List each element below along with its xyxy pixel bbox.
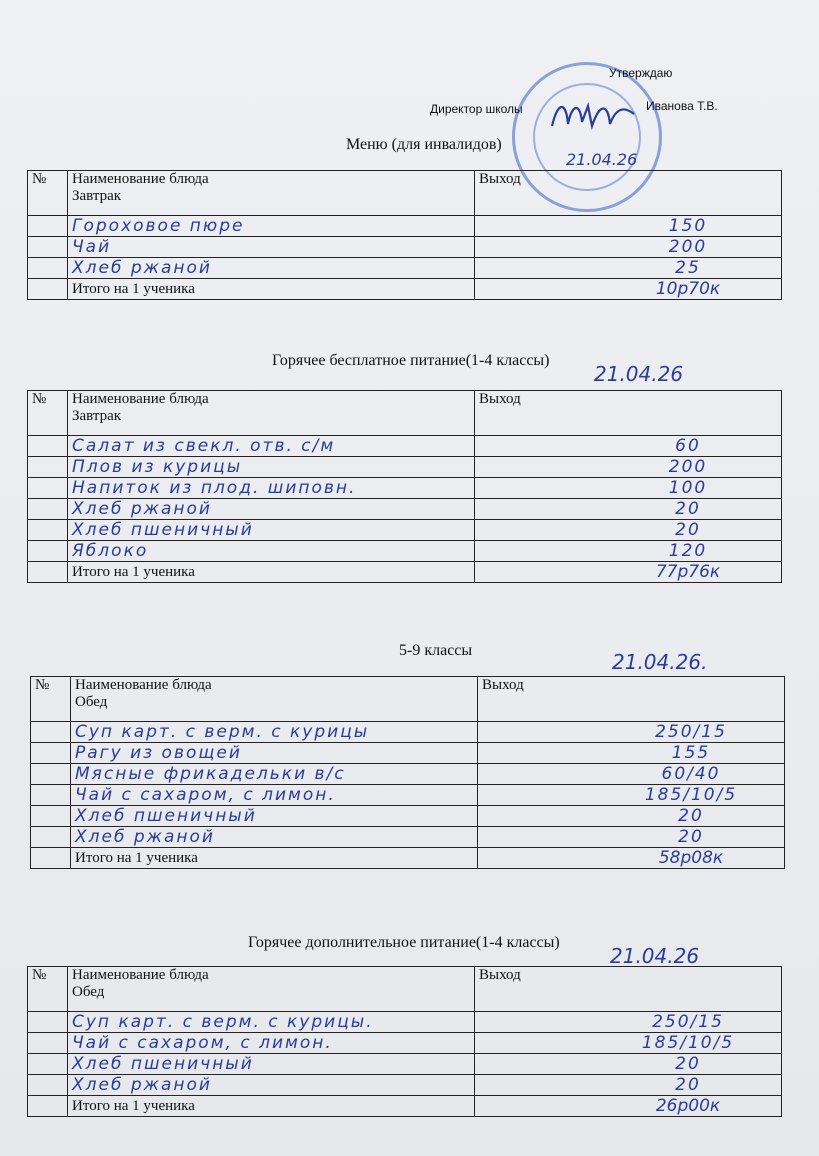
table-row <box>31 785 785 806</box>
table-row <box>31 827 785 848</box>
dish-name: Хлеб ржаной <box>71 827 478 848</box>
section-title-extra-1-4: Горячее дополнительное питание(1-4 классы) <box>248 934 560 951</box>
dish-name: Гороховое пюре <box>68 216 475 237</box>
meal-label: Обед <box>75 694 108 710</box>
dish-output: 200 <box>475 237 782 258</box>
table-row <box>28 499 782 520</box>
col-num: № <box>28 967 68 1012</box>
dish-output: 250/15 <box>478 722 785 743</box>
total-row <box>31 848 785 869</box>
dish-name: Чай <box>68 237 475 258</box>
total-value: 26р00к <box>475 1096 782 1117</box>
meal-label: Завтрак <box>72 188 122 204</box>
total-row <box>28 562 782 583</box>
table-row <box>28 457 782 478</box>
dish-output: 150 <box>475 216 782 237</box>
stamp-date: 21.04.26 <box>566 150 638 169</box>
total-value: 77р76к <box>475 562 782 583</box>
col-name <box>68 391 475 436</box>
total-label: Итого на 1 ученика <box>68 1096 475 1117</box>
meal-label: Обед <box>72 984 105 1000</box>
table-row <box>28 436 782 457</box>
dish-output: 185/10/5 <box>478 785 785 806</box>
dish-name: Хлеб пшеничный <box>68 520 475 541</box>
table-row <box>31 743 785 764</box>
meal-label: Завтрак <box>72 408 122 424</box>
col-output: Выход <box>478 677 785 722</box>
menu-table-5-9 <box>30 676 785 869</box>
section-title-disabled: Меню (для инвалидов) <box>346 136 502 153</box>
dish-output: 60/40 <box>478 764 785 785</box>
table-row <box>28 541 782 562</box>
col-name <box>68 967 475 1012</box>
dish-name: Хлеб пшеничный <box>71 806 478 827</box>
dish-name: Хлеб ржаной <box>68 499 475 520</box>
menu-table-free-1-4 <box>27 390 782 583</box>
dish-output: 185/10/5 <box>475 1033 782 1054</box>
dish-name: Салат из свекл. отв. с/м <box>68 436 475 457</box>
section-date: 21.04.26 <box>594 362 684 386</box>
dish-name: Хлеб ржаной <box>68 1075 475 1096</box>
total-label: Итого на 1 ученика <box>68 279 475 300</box>
table-row <box>31 806 785 827</box>
dish-output: 20 <box>475 1054 782 1075</box>
total-label: Итого на 1 ученика <box>71 848 478 869</box>
dish-output: 20 <box>475 520 782 541</box>
total-row <box>28 1096 782 1117</box>
table-row <box>28 1054 782 1075</box>
table-row <box>28 478 782 499</box>
table-row <box>28 1033 782 1054</box>
director-name: Иванова Т.В. <box>646 99 718 113</box>
dish-output: 20 <box>478 806 785 827</box>
col-name <box>68 171 475 216</box>
col-output: Выход <box>475 967 782 1012</box>
table-row <box>28 1075 782 1096</box>
dish-output: 100 <box>475 478 782 499</box>
table-row <box>28 216 782 237</box>
table-row <box>28 1012 782 1033</box>
col-name-label: Наименование блюда <box>72 171 209 187</box>
dish-name: Чай с сахаром, с лимон. <box>71 785 478 806</box>
table-row <box>28 237 782 258</box>
total-row <box>28 279 782 300</box>
table-row <box>31 722 785 743</box>
dish-output: 120 <box>475 541 782 562</box>
col-name <box>71 677 478 722</box>
dish-name: Мясные фрикадельки в/с <box>71 764 478 785</box>
dish-name: Яблоко <box>68 541 475 562</box>
dish-name: Плов из курицы <box>68 457 475 478</box>
dish-output: 155 <box>478 743 785 764</box>
total-label: Итого на 1 ученика <box>68 562 475 583</box>
dish-name: Чай с сахаром, с лимон. <box>68 1033 475 1054</box>
table-row <box>28 258 782 279</box>
dish-output: 20 <box>475 499 782 520</box>
total-value: 58р08к <box>478 848 785 869</box>
dish-output: 60 <box>475 436 782 457</box>
col-num: № <box>28 171 68 216</box>
dish-output: 250/15 <box>475 1012 782 1033</box>
director-label: Директор школы <box>430 102 523 116</box>
table-row <box>28 520 782 541</box>
section-date: 21.04.26. <box>612 650 708 674</box>
section-title-free-1-4: Горячее бесплатное питание(1-4 классы) <box>272 352 550 369</box>
menu-table-disabled <box>27 170 782 300</box>
col-output: Выход <box>475 391 782 436</box>
dish-name: Суп карт. с верм. с курицы <box>71 722 478 743</box>
col-output: Выход <box>475 171 782 216</box>
dish-name: Напиток из плод. шиповн. <box>68 478 475 499</box>
dish-output: 20 <box>475 1075 782 1096</box>
approve-label: Утверждаю <box>609 66 673 80</box>
col-name-label: Наименование блюда <box>75 677 212 693</box>
table-row <box>31 764 785 785</box>
col-num: № <box>31 677 71 722</box>
dish-name: Суп карт. с верм. с курицы. <box>68 1012 475 1033</box>
menu-table-extra-1-4 <box>27 966 782 1117</box>
dish-output: 200 <box>475 457 782 478</box>
dish-output: 25 <box>475 258 782 279</box>
col-num: № <box>28 391 68 436</box>
dish-name: Хлеб ржаной <box>68 258 475 279</box>
total-value: 10р70к <box>475 279 782 300</box>
director-signature <box>548 96 638 134</box>
dish-name: Хлеб пшеничный <box>68 1054 475 1075</box>
section-date: 21.04.26 <box>610 944 700 968</box>
col-name-label: Наименование блюда <box>72 967 209 983</box>
dish-output: 20 <box>478 827 785 848</box>
col-name-label: Наименование блюда <box>72 391 209 407</box>
dish-name: Рагу из овощей <box>71 743 478 764</box>
section-title-5-9: 5-9 классы <box>399 642 473 659</box>
